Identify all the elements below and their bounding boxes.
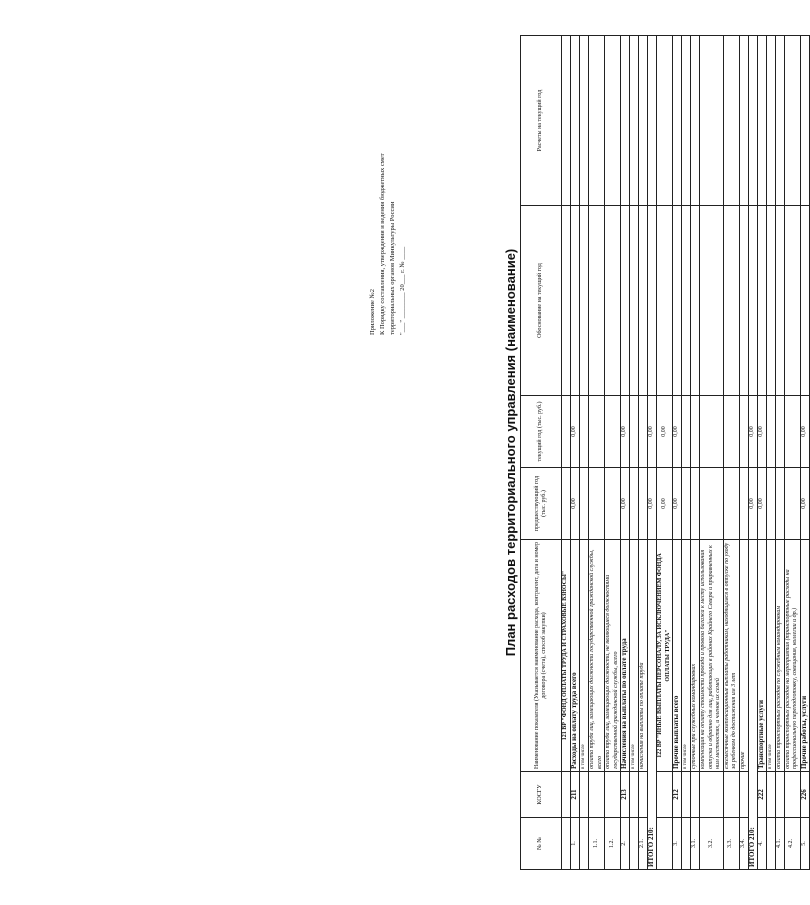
row-kosgu (630, 772, 639, 818)
row-name: Транспортные услуги (757, 540, 766, 772)
table-row (639, 36, 648, 870)
column-header: КОСГУ (521, 772, 562, 818)
table-row (657, 36, 673, 870)
row-calculation (580, 36, 589, 206)
row-justification (800, 206, 809, 396)
row-number: 5. (800, 818, 809, 870)
column-header: текущий год (тыс. руб.) (521, 396, 562, 468)
table-row (673, 36, 682, 870)
row-calculation (682, 36, 691, 206)
row-justification (630, 206, 639, 396)
row-number (766, 818, 775, 870)
row-prev-year-value (784, 468, 800, 540)
row-kosgu: 212 (673, 772, 682, 818)
row-name: в том числе (766, 540, 775, 772)
row-prev-year-value (682, 468, 691, 540)
row-kosgu (775, 772, 784, 818)
row-number: 1.1. (589, 818, 605, 870)
row-calculation (757, 36, 766, 206)
row-name: оплата труда лиц, замещающих должности, не являющиеся должностями государственной гражданской службы, всего (605, 540, 621, 772)
table-row (784, 36, 800, 870)
expense-table-wrapper (520, 35, 810, 870)
row-prev-year-value (691, 468, 700, 540)
row-justification (657, 206, 673, 396)
row-calculation (589, 36, 605, 206)
row-current-year-value (639, 396, 648, 468)
row-current-year-value: 0,00 (657, 396, 673, 468)
row-kosgu (639, 772, 648, 818)
row-current-year-value (739, 396, 748, 468)
row-prev-year-value (775, 468, 784, 540)
row-prev-year-value (605, 468, 621, 540)
row-justification (605, 206, 621, 396)
row-calculation (739, 36, 748, 206)
row-justification (739, 206, 748, 396)
row-prev-year-value (700, 468, 724, 540)
row-calculation (800, 36, 809, 206)
row-justification (571, 206, 580, 396)
row-number (682, 818, 691, 870)
row-current-year-value: 0,00 (673, 396, 682, 468)
row-section-heading: 121 ВР "ФОНД ОПЛАТЫ ТРУДА И СТРАХОВЫЕ ВЗНОСЫ" (562, 540, 571, 772)
row-number: 3.2. (700, 818, 724, 870)
table-row (766, 36, 775, 870)
row-section-heading: 122 ВР "ИНЫЕ ВЫПЛАТЫ ПЕРСОНАЛУ, ЗА ИСКЛЮЧЕНИЕМ ФОНДА ОПЛАТЫ ТРУДА" (657, 540, 673, 772)
table-row (748, 36, 757, 870)
row-number: 4.2. (784, 818, 800, 870)
row-name: Расходы на оплату труда всего (571, 540, 580, 772)
row-calculation (657, 36, 673, 206)
row-current-year-value (605, 396, 621, 468)
row-calculation (571, 36, 580, 206)
row-calculation (775, 36, 784, 206)
row-justification (723, 206, 739, 396)
row-current-year-value (723, 396, 739, 468)
row-number: 3. (673, 818, 682, 870)
appendix-line-3: территориальных органов Минкультуры России (389, 201, 396, 335)
row-total-label: ИТОГО 210: (648, 540, 657, 870)
row-number (580, 818, 589, 870)
row-current-year-value: 0,00 (648, 396, 657, 468)
row-kosgu: 226 (800, 772, 809, 818)
appendix-block (368, 35, 408, 335)
row-calculation (784, 36, 800, 206)
row-kosgu: 211 (571, 772, 580, 818)
table-row (723, 36, 739, 870)
row-justification (580, 206, 589, 396)
row-name: в том числе (630, 540, 639, 772)
table-header-row (521, 36, 562, 870)
row-prev-year-value: 0,00 (757, 468, 766, 540)
row-calculation (748, 36, 757, 206)
row-name: оплата транспортных расходов по служебным командировкам (775, 540, 784, 772)
row-number (562, 818, 571, 870)
row-justification (682, 206, 691, 396)
row-prev-year-value (562, 468, 571, 540)
row-prev-year-value (723, 468, 739, 540)
row-number: 4.1. (775, 818, 784, 870)
row-justification (562, 206, 571, 396)
row-calculation (673, 36, 682, 206)
expense-table (520, 35, 810, 870)
row-kosgu (580, 772, 589, 818)
column-header: № № (521, 818, 562, 870)
row-number: 1. (571, 818, 580, 870)
table-row (757, 36, 766, 870)
row-name: суточные при служебных командировках (691, 540, 700, 772)
row-calculation (691, 36, 700, 206)
row-justification (784, 206, 800, 396)
row-prev-year-value (739, 468, 748, 540)
row-prev-year-value: 0,00 (800, 468, 809, 540)
row-kosgu (700, 772, 724, 818)
row-calculation (639, 36, 648, 206)
row-justification (639, 206, 648, 396)
row-justification (700, 206, 724, 396)
row-current-year-value (562, 396, 571, 468)
row-current-year-value (580, 396, 589, 468)
row-name: Прочие выплаты всего (673, 540, 682, 772)
table-row (580, 36, 589, 870)
page-title: План расходов территориального управления (наименование) (503, 248, 518, 657)
row-calculation (562, 36, 571, 206)
row-current-year-value: 0,00 (800, 396, 809, 468)
row-number (657, 818, 673, 870)
table-row (691, 36, 700, 870)
appendix-line-2: К Порядку составления, утверждения и ведения бюджетных смет (379, 153, 386, 335)
row-number: 2.1. (639, 818, 648, 870)
row-name: компенсация на оплату стоимости проезда и провоза багажа к месту использования отпуска и обратно для лиц, работающих в районах Крайнего Севера и приравненных к ним местностях, и членов их семей (700, 540, 724, 772)
row-calculation (648, 36, 657, 206)
row-prev-year-value: 0,00 (571, 468, 580, 540)
row-justification (589, 206, 605, 396)
table-row (562, 36, 571, 870)
row-prev-year-value: 0,00 (648, 468, 657, 540)
row-calculation (605, 36, 621, 206)
row-calculation (700, 36, 724, 206)
row-current-year-value (589, 396, 605, 468)
row-number: 3.3. (723, 818, 739, 870)
row-current-year-value (766, 396, 775, 468)
row-kosgu (723, 772, 739, 818)
row-prev-year-value (589, 468, 605, 540)
row-kosgu (682, 772, 691, 818)
row-total-label: ИТОГО 210: (748, 540, 757, 870)
row-current-year-value: 0,00 (748, 396, 757, 468)
row-justification (757, 206, 766, 396)
column-header: Расчеты на текущий год (521, 36, 562, 206)
row-number: 1.2. (605, 818, 621, 870)
row-justification (766, 206, 775, 396)
row-name: в том числе (682, 540, 691, 772)
row-prev-year-value (639, 468, 648, 540)
row-prev-year-value: 0,00 (748, 468, 757, 540)
row-prev-year-value (630, 468, 639, 540)
row-kosgu: 222 (757, 772, 766, 818)
row-justification (748, 206, 757, 396)
row-justification (775, 206, 784, 396)
row-kosgu (589, 772, 605, 818)
table-row (682, 36, 691, 870)
row-number: 4. (757, 818, 766, 870)
row-name: ежемесячные компенсационные выплаты работникам, находящимся в отпуске по уходу за ребенком до достижения им 3 лет (723, 540, 739, 772)
table-row (621, 36, 630, 870)
row-kosgu (739, 772, 748, 818)
row-current-year-value (630, 396, 639, 468)
row-current-year-value (775, 396, 784, 468)
row-name: Прочие работы, услуги (800, 540, 809, 772)
row-number: 3.4. (739, 818, 748, 870)
row-current-year-value: 0,00 (757, 396, 766, 468)
row-calculation (766, 36, 775, 206)
row-kosgu: 213 (621, 772, 630, 818)
row-kosgu (766, 772, 775, 818)
row-calculation (630, 36, 639, 206)
table-row (589, 36, 605, 870)
row-prev-year-value: 0,00 (657, 468, 673, 540)
table-row (648, 36, 657, 870)
row-current-year-value: 0,00 (621, 396, 630, 468)
table-row (630, 36, 639, 870)
row-number (630, 818, 639, 870)
table-row (571, 36, 580, 870)
row-justification (691, 206, 700, 396)
table-row (739, 36, 748, 870)
row-name: в том числе (580, 540, 589, 772)
appendix-line-1: Приложение №2 (369, 289, 376, 335)
row-kosgu (784, 772, 800, 818)
row-current-year-value (682, 396, 691, 468)
column-header: предшествующий год (тыс. руб.) (521, 468, 562, 540)
row-number: 3.1. (691, 818, 700, 870)
table-row (605, 36, 621, 870)
row-justification (673, 206, 682, 396)
row-kosgu (657, 772, 673, 818)
row-justification (648, 206, 657, 396)
row-justification (621, 206, 630, 396)
appendix-line-4: "___" ________ 20___ г. № ____ (399, 246, 406, 335)
table-row (775, 36, 784, 870)
row-kosgu (562, 772, 571, 818)
row-name: оплата труда лиц, замещающих должности государственной гражданской службы, всего (589, 540, 605, 772)
row-prev-year-value (766, 468, 775, 540)
row-current-year-value (691, 396, 700, 468)
table-body (562, 36, 810, 870)
column-header: Обоснование на текущий год (521, 206, 562, 396)
row-kosgu (605, 772, 621, 818)
row-current-year-value: 0,00 (571, 396, 580, 468)
column-header: Наименование показателя (Указывается наименование расхода, контрагент, дата и номер договора (счета), способ закупки) (521, 540, 562, 772)
row-name: начисления на выплаты по оплате труда (639, 540, 648, 772)
row-kosgu (691, 772, 700, 818)
table-row (800, 36, 809, 870)
row-name: прочие (739, 540, 748, 772)
row-prev-year-value (580, 468, 589, 540)
row-calculation (723, 36, 739, 206)
row-current-year-value (784, 396, 800, 468)
row-prev-year-value: 0,00 (621, 468, 630, 540)
row-name: оплата транспортных расходов на мероприятия (транспортные расходы на профессиональную переподготовку, совещания, коллегии и др.) (784, 540, 800, 772)
row-current-year-value (700, 396, 724, 468)
row-prev-year-value: 0,00 (673, 468, 682, 540)
row-number: 2. (621, 818, 630, 870)
row-calculation (621, 36, 630, 206)
table-row (700, 36, 724, 870)
row-name: Начисления на выплаты по оплате труда (621, 540, 630, 772)
